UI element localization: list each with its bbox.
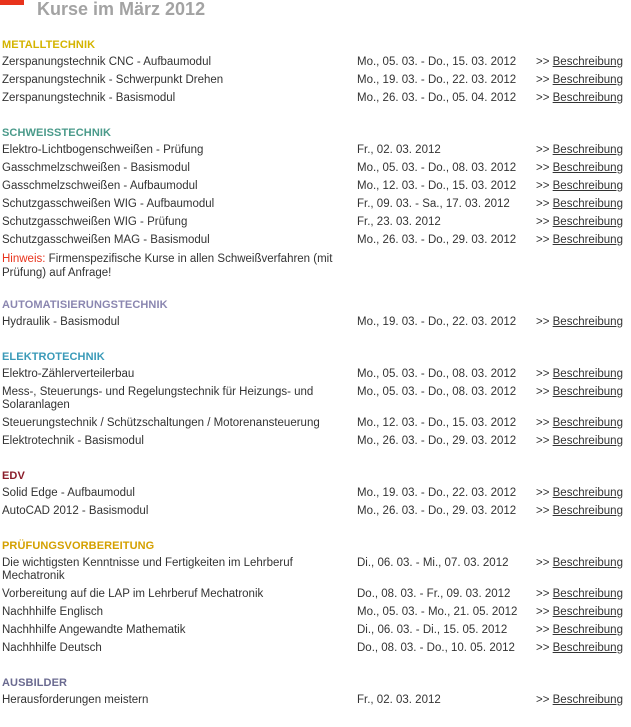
course-name: Gasschmelzschweißen - Basismodul [2,162,190,174]
course-link-group [536,505,623,517]
course-row [0,72,631,90]
course-row [0,90,631,108]
link-prefix: >> [536,234,550,246]
course-link-group [536,74,623,86]
course-link-group [536,624,623,636]
beschreibung-link[interactable]: Beschreibung [552,316,623,328]
course-name: Schutzgasschweißen MAG - Basismodul [2,234,210,246]
beschreibung-link[interactable]: Beschreibung [552,368,623,380]
link-prefix: >> [536,417,550,429]
link-prefix: >> [536,198,550,210]
link-prefix: >> [536,505,550,517]
link-prefix: >> [536,624,550,636]
course-date: Mo., 05. 03. - Do., 15. 03. 2012 [357,56,517,68]
course-list [0,36,631,726]
link-prefix: >> [536,557,550,569]
course-link-group [536,417,623,429]
course-name: Herausforderungen meistern [2,694,149,706]
section-heading: ELEKTROTECHNIK [2,351,105,363]
section-automatisierungstechnik [0,296,631,332]
course-date: Di., 06. 03. - Mi., 07. 03. 2012 [357,557,509,569]
course-row [0,433,631,451]
link-prefix: >> [536,74,550,86]
beschreibung-link[interactable]: Beschreibung [552,505,623,517]
note-label: Hinweis: [2,253,46,265]
course-link-group [536,56,623,68]
link-prefix: >> [536,642,550,654]
course-date: Fr., 02. 03. 2012 [357,694,441,706]
course-name: AutoCAD 2012 - Basismodul [2,505,149,517]
course-name: Nachhhilfe Deutsch [2,642,102,654]
course-row [0,485,631,503]
course-row [0,54,631,72]
course-row [0,314,631,332]
beschreibung-link[interactable]: Beschreibung [552,694,623,706]
link-prefix: >> [536,694,550,706]
beschreibung-link[interactable]: Beschreibung [552,642,623,654]
link-prefix: >> [536,435,550,447]
course-row [0,384,631,415]
course-link-group [536,198,623,210]
course-name: Zerspanungstechnik CNC - Aufbaumodul [2,56,212,68]
beschreibung-link[interactable]: Beschreibung [552,144,623,156]
course-name: Mess-, Steuerungs- und Regelungstechnik für Heizungs- und Solaranlagen [2,386,314,411]
beschreibung-link[interactable]: Beschreibung [552,198,623,210]
course-link-group [536,694,623,706]
beschreibung-link[interactable]: Beschreibung [552,216,623,228]
course-date: Mo., 19. 03. - Do., 22. 03. 2012 [357,74,517,86]
course-row [0,586,631,604]
beschreibung-link[interactable]: Beschreibung [552,588,623,600]
beschreibung-link[interactable]: Beschreibung [552,624,623,636]
course-row [0,214,631,232]
course-link-group [536,435,623,447]
course-row [0,640,631,658]
course-name: Schutzgasschweißen WIG - Aufbaumodul [2,198,215,210]
beschreibung-link[interactable]: Beschreibung [552,234,623,246]
course-link-group [536,162,623,174]
course-name: Nachhhilfe Angewandte Mathematik [2,624,186,636]
section-edv [0,467,631,521]
section-elektrotechnik [0,348,631,451]
section-ausbilder [0,674,631,710]
link-prefix: >> [536,56,550,68]
course-date: Di., 06. 03. - Di., 15. 05. 2012 [357,624,508,636]
course-link-group [536,386,623,398]
course-link-group [536,557,623,569]
page-header [0,0,631,24]
course-row [0,622,631,640]
course-date: Mo., 26. 03. - Do., 29. 03. 2012 [357,234,517,246]
course-date: Mo., 19. 03. - Do., 22. 03. 2012 [357,316,517,328]
course-link-group [536,316,623,328]
beschreibung-link[interactable]: Beschreibung [552,56,623,68]
course-link-group [536,144,623,156]
link-prefix: >> [536,316,550,328]
course-name: Elektro-Zählerverteilerbau [2,368,135,380]
beschreibung-link[interactable]: Beschreibung [552,386,623,398]
link-prefix: >> [536,606,550,618]
beschreibung-link[interactable]: Beschreibung [552,487,623,499]
course-date: Mo., 05. 03. - Mo., 21. 05. 2012 [357,606,518,618]
header-accent-bar [0,0,24,5]
course-name: Hydraulik - Basismodul [2,316,120,328]
course-row [0,232,631,250]
course-date: Fr., 23. 03. 2012 [357,216,441,228]
course-name: Elektrotechnik - Basismodul [2,435,144,447]
course-link-group [536,180,623,192]
link-prefix: >> [536,386,550,398]
course-date: Mo., 26. 03. - Do., 05. 04. 2012 [357,92,517,104]
course-row [0,160,631,178]
course-date: Do., 08. 03. - Fr., 09. 03. 2012 [357,588,511,600]
course-row [0,196,631,214]
link-prefix: >> [536,92,550,104]
course-date: Mo., 05. 03. - Do., 08. 03. 2012 [357,368,517,380]
course-row [0,142,631,160]
course-link-group [536,606,623,618]
course-link-group [536,368,623,380]
beschreibung-link[interactable]: Beschreibung [552,557,623,569]
course-row [0,604,631,622]
section-heading: PRÜFUNGSVORBEREITUNG [2,540,155,552]
course-link-group [536,642,623,654]
course-row [0,366,631,384]
beschreibung-link[interactable]: Beschreibung [552,74,623,86]
course-date: Fr., 09. 03. - Sa., 17. 03. 2012 [357,198,510,210]
course-name: Zerspanungstechnik - Basismodul [2,92,176,104]
section-heading: METALLTECHNIK [2,39,96,51]
course-name: Nachhhilfe Englisch [2,606,104,618]
link-prefix: >> [536,162,550,174]
section-heading: SCHWEISSTECHNIK [2,127,112,139]
section-heading: AUSBILDER [2,677,68,689]
course-row [0,503,631,521]
section-heading: EDV [2,470,25,482]
course-name: Solid Edge - Aufbaumodul [2,487,135,499]
link-prefix: >> [536,588,550,600]
course-name: Gasschmelzschweißen - Aufbaumodul [2,180,198,192]
course-date: Mo., 12. 03. - Do., 15. 03. 2012 [357,180,517,192]
course-row [0,692,631,710]
beschreibung-link[interactable]: Beschreibung [552,435,623,447]
course-name: Zerspanungstechnik - Schwerpunkt Drehen [2,74,224,86]
course-date: Mo., 26. 03. - Do., 29. 03. 2012 [357,435,517,447]
course-link-group [536,487,623,499]
course-name: Steuerungstechnik / Schützschaltungen / Motorenansteuerung [2,417,320,429]
course-date: Mo., 26. 03. - Do., 29. 03. 2012 [357,505,517,517]
section-schweisstechnik [0,124,631,280]
course-link-group [536,92,623,104]
link-prefix: >> [536,144,550,156]
link-prefix: >> [536,216,550,228]
beschreibung-link[interactable]: Beschreibung [552,417,623,429]
note-text: Firmenspezifische Kurse in allen Schweißverfahren (mit Prüfung) auf Anfrage! [2,253,333,279]
beschreibung-link[interactable]: Beschreibung [552,162,623,174]
course-date: Do., 08. 03. - Do., 10. 05. 2012 [357,642,515,654]
link-prefix: >> [536,487,550,499]
link-prefix: >> [536,180,550,192]
course-date: Mo., 05. 03. - Do., 08. 03. 2012 [357,162,517,174]
course-date: Mo., 12. 03. - Do., 15. 03. 2012 [357,417,517,429]
link-prefix: >> [536,368,550,380]
course-row [0,178,631,196]
beschreibung-link[interactable]: Beschreibung [552,606,623,618]
beschreibung-link[interactable]: Beschreibung [552,180,623,192]
beschreibung-link[interactable]: Beschreibung [552,92,623,104]
section-metalltechnik [0,36,631,108]
course-name: Vorbereitung auf die LAP im Lehrberuf Mechatronik [2,588,264,600]
course-name: Elektro-Lichtbogenschweißen - Prüfung [2,144,204,156]
course-link-group [536,216,623,228]
course-row [0,555,631,586]
course-date: Mo., 05. 03. - Do., 08. 03. 2012 [357,386,517,398]
course-name: Schutzgasschweißen WIG - Prüfung [2,216,188,228]
section-prüfungsvorbereitung [0,537,631,658]
course-row [0,415,631,433]
note [0,250,347,280]
course-date: Fr., 02. 03. 2012 [357,144,441,156]
course-name: Die wichtigsten Kenntnisse und Fertigkeiten im Lehrberuf Mechatronik [2,557,293,582]
section-heading: AUTOMATISIERUNGSTECHNIK [2,299,168,311]
page-title: Kurse im März 2012 [37,0,206,19]
course-date: Mo., 19. 03. - Do., 22. 03. 2012 [357,487,517,499]
course-link-group [536,588,623,600]
course-link-group [536,234,623,246]
